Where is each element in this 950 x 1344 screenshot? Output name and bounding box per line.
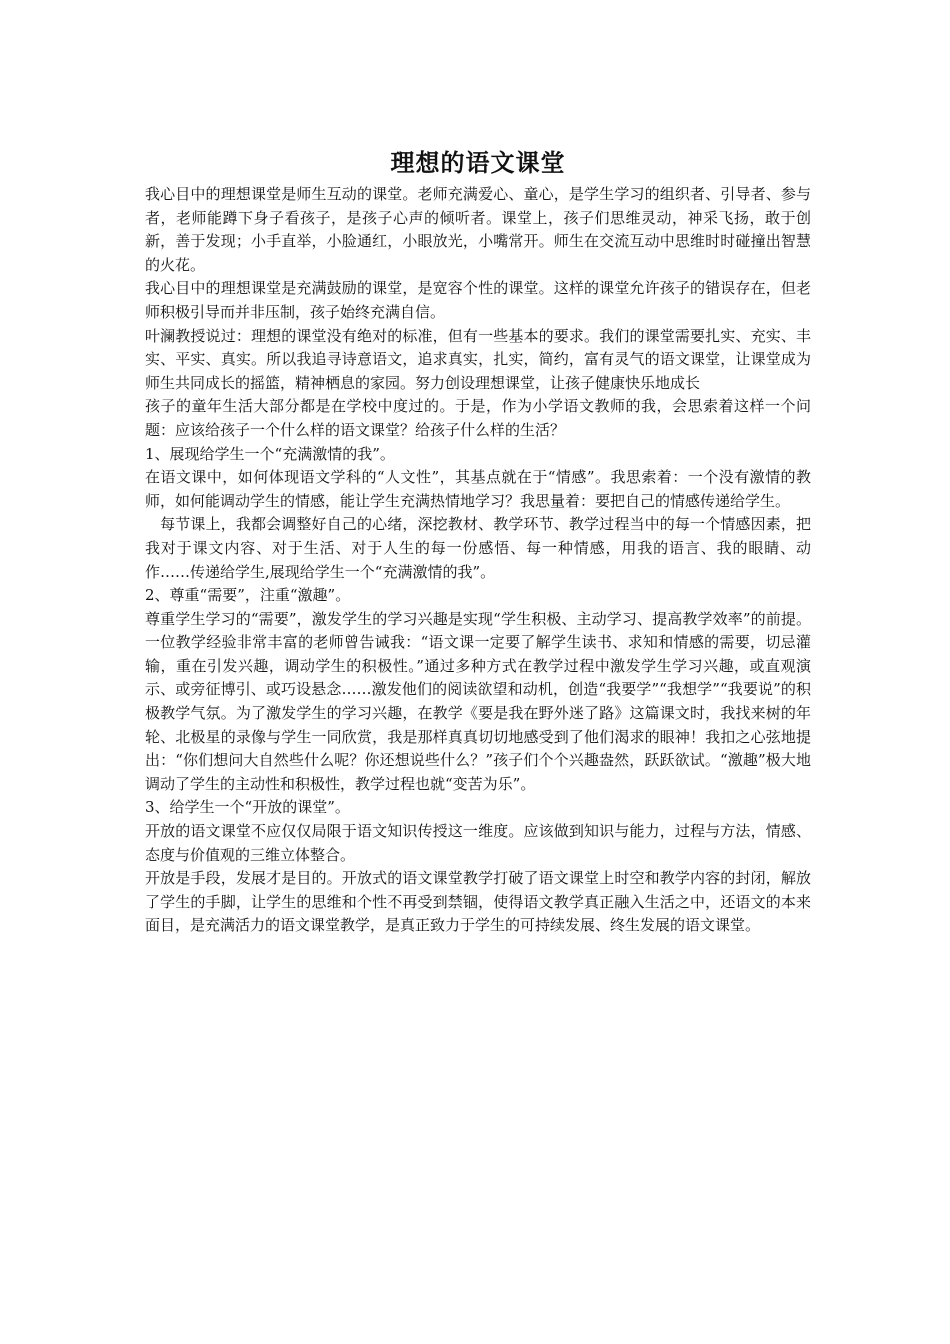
paragraph-openness-means: 开放是手段，发展才是目的。开放式的语文课堂教学打破了语文课堂上时空和教学内容的封闭，解放了学生的手脚，让学生的思维和个性不再受到禁锢，使得语文教学真正融入生活之中，还语文的本来面目，是充满活力的语文课堂教学，是真正致力于学生的可持续发展、终生发展的语文课堂。 (145, 869, 811, 935)
paragraph-professor-quote: 叶澜教授说过：理想的课堂没有绝对的标准，但有一些基本的要求。我们的课堂需要扎实、充实、丰实、平实、真实。所以我追寻诗意语文，追求真实，扎实，简约，富有灵气的语文课堂，让课堂成为师生共同成长的摇篮，精神栖息的家园。努力创设理想课堂，让孩子健康快乐地成长 (145, 326, 811, 392)
document-title: 理想的语文课堂 (390, 148, 566, 177)
document-body (145, 145, 811, 938)
paragraph-humanistic: 在语文课中，如何体现语文学科的“人文性”，其基点就在于“情感”。我思索着：一个没有激情的教师，如何能调动学生的情感，能让学生充满热情地学习？我思量着：要把自己的情感传递给学生。 (145, 468, 811, 510)
paragraph-respect-needs: 尊重学生学习的“需要”，激发学生的学习兴趣是实现“学生积极、主动学习、提高教学效率”的前提。一位教学经验非常丰富的老师曾告诫我：“语文课一定要了解学生读书、求知和情感的需要，切忌灌输，重在引发兴趣，调动学生的积极性。”通过多种方式在教学过程中激发学生学习兴趣，或直观演示、或旁征博引、或巧设悬念……激发他们的阅读欲望和动机，创造“我要学”“我想学”“我要说”的积极教学气氛。为了激发学生的学习兴趣，在教学《要是我在野外迷了路》这篇课文时，我找来树的年轮、北极星的录像与学生一同欣赏，我是那样真真切切地感受到了他们渴求的眼神！我扣之心弦地提出：“你们想问大自然些什么呢？你还想说些什么？”孩子们个个兴趣盎然，跃跃欲试。“激趣”极大地调动了学生的主动性和积极性，教学过程也就“变苦为乐”。 (145, 609, 811, 793)
section-heading-2: 2、尊重“需要”，注重“激趣”。 (145, 586, 351, 605)
section-heading-1: 1、展现给学生一个“充满激情的我”。 (145, 444, 395, 463)
paragraph-childhood-question: 孩子的童年生活大部分都是在学校中度过的。于是，作为小学语文教师的我，会思索着这样一个问题：应该给孩子一个什么样的语文课堂？给孩子什么样的生活？ (145, 397, 811, 439)
paragraph-encouraging-classroom: 我心目中的理想课堂是充满鼓励的课堂，是宽容个性的课堂。这样的课堂允许孩子的错误存在，但老师积极引导而并非压制，孩子始终充满自信。 (145, 279, 811, 321)
paragraph-each-lesson: 每节课上，我都会调整好自己的心绪，深挖教材、教学环节、教学过程当中的每一个情感因素，把我对于课文内容、对于生活、对于人生的每一份感悟、每一种情感，用我的语言、我的眼睛、动作……传递给学生,展现给学生一个“充满激情的我”。 (145, 515, 811, 581)
paragraph-interactive-classroom: 我心目中的理想课堂是师生互动的课堂。老师充满爱心、童心，是学生学习的组织者、引导者、参与者，老师能蹲下身子看孩子，是孩子心声的倾听者。课堂上，孩子们思维灵动，神采飞扬，敢于创新，善于发现；小手直举，小脸通红，小眼放光，小嘴常开。师生在交流互动中思维时时碰撞出智慧的火花。 (145, 185, 811, 274)
section-heading-3: 3、给学生一个“开放的课堂”。 (145, 798, 350, 817)
paragraph-open-classroom: 开放的语文课堂不应仅仅局限于语文知识传授这一维度。应该做到知识与能力，过程与方法，情感、态度与价值观的三维立体整合。 (145, 822, 811, 864)
